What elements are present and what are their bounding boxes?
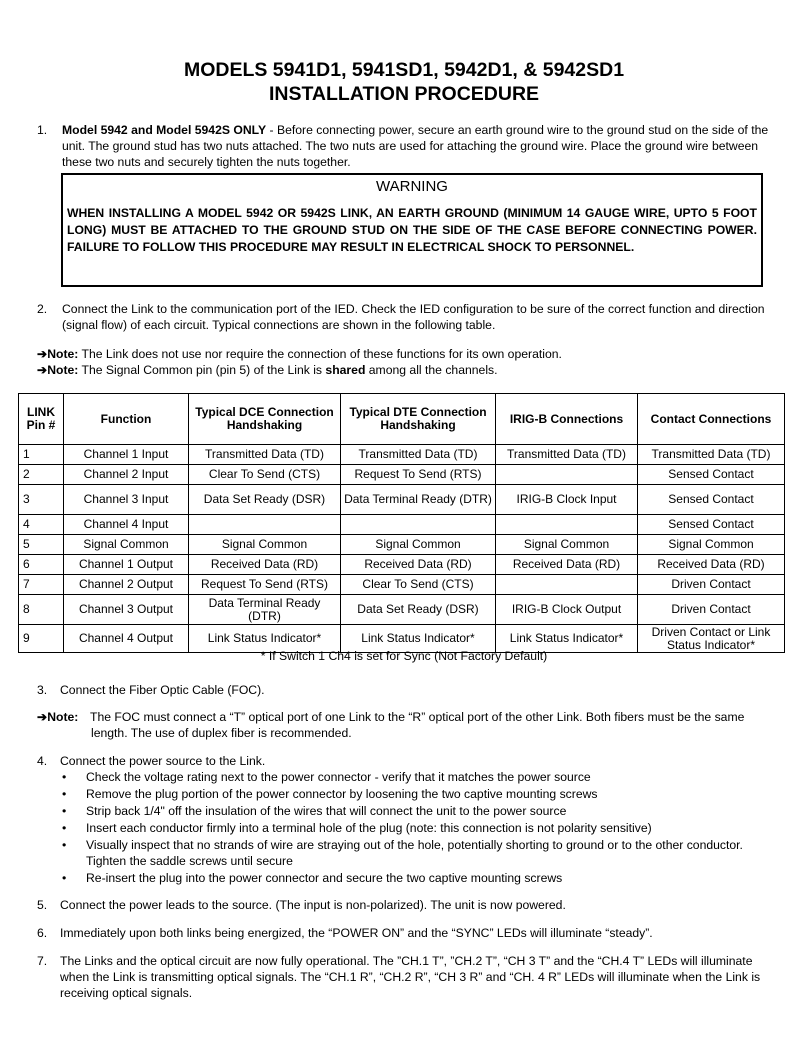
table-cell: 4: [19, 515, 64, 535]
table-cell: Clear To Send (CTS): [189, 465, 341, 485]
table-cell: [341, 515, 496, 535]
step-6-text: Immediately upon both links being energized, the “POWER ON” and the “SYNC” LEDs will illuminate “steady”.: [60, 926, 653, 940]
table-row: [19, 535, 785, 555]
note-label: Note:: [47, 710, 79, 724]
note-2-bold: shared: [325, 363, 366, 377]
bullet-icon: •: [62, 821, 67, 835]
note-2-text-post: among all the channels.: [365, 363, 498, 377]
bullet-icon: •: [62, 787, 67, 801]
step-4-bullet-list: [62, 769, 782, 887]
table-row: [19, 595, 785, 625]
table-row: [19, 465, 785, 485]
table-cell: 8: [19, 595, 64, 625]
list-item: [62, 837, 782, 869]
table-cell: Transmitted Data (TD): [189, 445, 341, 465]
table-row: [19, 575, 785, 595]
step-2-number: 2.: [37, 302, 48, 316]
table-cell: 6: [19, 555, 64, 575]
connections-table: [18, 393, 785, 653]
list-item-text: Strip back 1/4" off the insulation of the wires that will connect the unit to the power source: [86, 804, 567, 818]
table-cell: Received Data (RD): [638, 555, 785, 575]
table-cell: Driven Contact: [638, 595, 785, 625]
table-cell: Channel 4 Input: [64, 515, 189, 535]
table-cell: Channel 3 Output: [64, 595, 189, 625]
table-cell: Driven Contact: [638, 575, 785, 595]
header-function: Function: [64, 394, 189, 445]
list-item: [62, 769, 782, 785]
note-3-label: [37, 709, 89, 725]
table-cell: 9: [19, 625, 64, 653]
arrow-icon: ➔: [37, 710, 48, 724]
table-cell: Signal Common: [638, 535, 785, 555]
table-cell: Sensed Contact: [638, 515, 785, 535]
table-cell: Clear To Send (CTS): [341, 575, 496, 595]
table-row: [19, 485, 785, 515]
note-label: Note:: [47, 347, 79, 361]
list-item-text: Visually inspect that no strands of wire are straying out of the hole, potentially shorting to ground or to the other conductor. Tighten the saddle screws until secure: [86, 838, 743, 868]
table-cell: Received Data (RD): [189, 555, 341, 575]
table-cell: 2: [19, 465, 64, 485]
warning-title: WARNING: [376, 178, 448, 195]
step-7-text: The Links and the optical circuit are now fully operational. The ”CH.1 T”, ”CH.2 T”, “CH 3 T” and the “CH.4 T” LEDs will illuminate when the Link is transmitting optical signals. The “CH.1 R”, “CH.2 R”, “CH 3 R” and “CH. 4 R” LEDs will illuminate when the Link is receiving optical signals.: [60, 954, 761, 1000]
table-cell: Link Status Indicator*: [496, 625, 638, 653]
step-1-text: - Before connecting power, secure an earth ground wire to the ground stud on the side of the unit. The ground stud has two nuts attached. The two nuts are used for attaching the ground wire. Place the ground wire between these two nuts and securely tighten the nuts together.: [62, 123, 769, 169]
table-cell: 7: [19, 575, 64, 595]
table-cell: Driven Contact or Link Status Indicator*: [638, 625, 785, 653]
table-cell: Channel 1 Input: [64, 445, 189, 465]
step-4-number: 4.: [37, 754, 48, 768]
warning-box: [61, 173, 763, 287]
table-row: [19, 555, 785, 575]
table-cell: Transmitted Data (TD): [496, 445, 638, 465]
list-item-text: Check the voltage rating next to the power connector - verify that it matches the power source: [86, 770, 591, 784]
table-cell: Channel 4 Output: [64, 625, 189, 653]
step-3-text: Connect the Fiber Optic Cable (FOC).: [60, 683, 265, 697]
table-cell: 5: [19, 535, 64, 555]
list-item-text: Insert each conductor firmly into a terminal hole of the plug (note: this connection is not polarity sensitive): [86, 821, 652, 835]
list-item: [62, 786, 782, 802]
table-cell: Channel 3 Input: [64, 485, 189, 515]
header-irig-b: IRIG-B Connections: [496, 394, 638, 445]
step-5-number: 5.: [37, 898, 48, 912]
table-cell: Channel 1 Output: [64, 555, 189, 575]
step-1-bold: Model 5942 and Model 5942S ONLY: [62, 123, 267, 137]
bullet-icon: •: [62, 770, 67, 784]
table-cell: Received Data (RD): [341, 555, 496, 575]
table-cell: 1: [19, 445, 64, 465]
table-cell: Transmitted Data (TD): [341, 445, 496, 465]
table-cell: Request To Send (RTS): [189, 575, 341, 595]
table-cell: [496, 575, 638, 595]
table-cell: [496, 515, 638, 535]
note-1: [37, 346, 777, 362]
table-footnote: * If Switch 1 Ch4 is set for Sync (Not Factory Default): [260, 649, 548, 663]
list-item: [62, 820, 782, 836]
table-cell: Sensed Contact: [638, 485, 785, 515]
bullet-icon: •: [62, 871, 67, 885]
table-cell: Data Terminal Ready (DTR): [189, 595, 341, 625]
table-cell: Transmitted Data (TD): [638, 445, 785, 465]
table-cell: Received Data (RD): [496, 555, 638, 575]
list-item-text: Remove the plug portion of the power connector by loosening the two captive mounting screws: [86, 787, 598, 801]
table-row: [19, 445, 785, 465]
note-2: [37, 362, 777, 378]
table-cell: Data Set Ready (DSR): [341, 595, 496, 625]
table-cell: Link Status Indicator*: [189, 625, 341, 653]
header-contact: Contact Connections: [638, 394, 785, 445]
list-item: [62, 803, 782, 819]
note-1-text: The Link does not use nor require the connection of these functions for its own operation.: [78, 347, 562, 361]
header-link-pin: LINK Pin #: [19, 394, 64, 445]
table-cell: Sensed Contact: [638, 465, 785, 485]
table-cell: Channel 2 Output: [64, 575, 189, 595]
table-cell: IRIG-B Clock Output: [496, 595, 638, 625]
header-dce: Typical DCE Connection Handshaking: [189, 394, 341, 445]
step-3-number: 3.: [37, 683, 48, 697]
table-cell: Signal Common: [496, 535, 638, 555]
step-7-number: 7.: [37, 954, 48, 968]
arrow-icon: ➔: [37, 347, 48, 361]
table-header-row: [19, 394, 785, 445]
note-2-text-pre: The Signal Common pin (pin 5) of the Link is: [78, 363, 326, 377]
page-title: [0, 58, 808, 106]
step-1-number: 1.: [37, 123, 48, 137]
step-5-text: Connect the power leads to the source. (The input is non-polarized). The unit is now powered.: [60, 898, 566, 912]
table-cell: Link Status Indicator*: [341, 625, 496, 653]
table-cell: Signal Common: [64, 535, 189, 555]
note-label: Note:: [47, 363, 79, 377]
note-3-text: The FOC must connect a “T” optical port of one Link to the “R” optical port of the other Link. Both fibers must be the same length. The use of duplex fiber is recommended.: [90, 710, 745, 740]
table-cell: Signal Common: [189, 535, 341, 555]
step-1: [62, 122, 778, 170]
table-cell: 3: [19, 485, 64, 515]
table-cell: Data Set Ready (DSR): [189, 485, 341, 515]
arrow-icon: ➔: [37, 363, 48, 377]
step-6-number: 6.: [37, 926, 48, 940]
title-line-1: MODELS 5941D1, 5941SD1, 5942D1, & 5942SD1: [183, 59, 625, 81]
list-item: [62, 870, 782, 886]
table-cell: [496, 465, 638, 485]
step-4-text: Connect the power source to the Link.: [60, 754, 266, 768]
header-dte: Typical DTE Connection Handshaking: [341, 394, 496, 445]
table-row: [19, 515, 785, 535]
warning-text: WHEN INSTALLING A MODEL 5942 OR 5942S LINK, AN EARTH GROUND (MINIMUM 14 GAUGE WIRE, UPTO 5 FOOT LONG) MUST BE ATTACHED TO THE GROUND STUD ON THE SIDE OF THE CASE BEFORE CONNECTING POWER. FAILURE TO FOLLOW THIS PROCEDURE MAY RESULT IN ELECTRICAL SHOCK TO PERSONNEL.: [67, 206, 757, 254]
step-2-text: Connect the Link to the communication port of the IED. Check the IED configuration to be sure of the correct function and direction (signal flow) of each circuit. Typical connections are shown in the following table.: [62, 302, 765, 332]
title-line-2: INSTALLATION PROCEDURE: [268, 83, 540, 105]
bullet-icon: •: [62, 838, 67, 852]
table-cell: Request To Send (RTS): [341, 465, 496, 485]
list-item-text: Re-insert the plug into the power connector and secure the two captive mounting screws: [86, 871, 563, 885]
bullet-icon: •: [62, 804, 67, 818]
table-cell: [189, 515, 341, 535]
table-cell: Signal Common: [341, 535, 496, 555]
table-cell: Data Terminal Ready (DTR): [341, 485, 496, 515]
table-cell: IRIG-B Clock Input: [496, 485, 638, 515]
table-cell: Channel 2 Input: [64, 465, 189, 485]
